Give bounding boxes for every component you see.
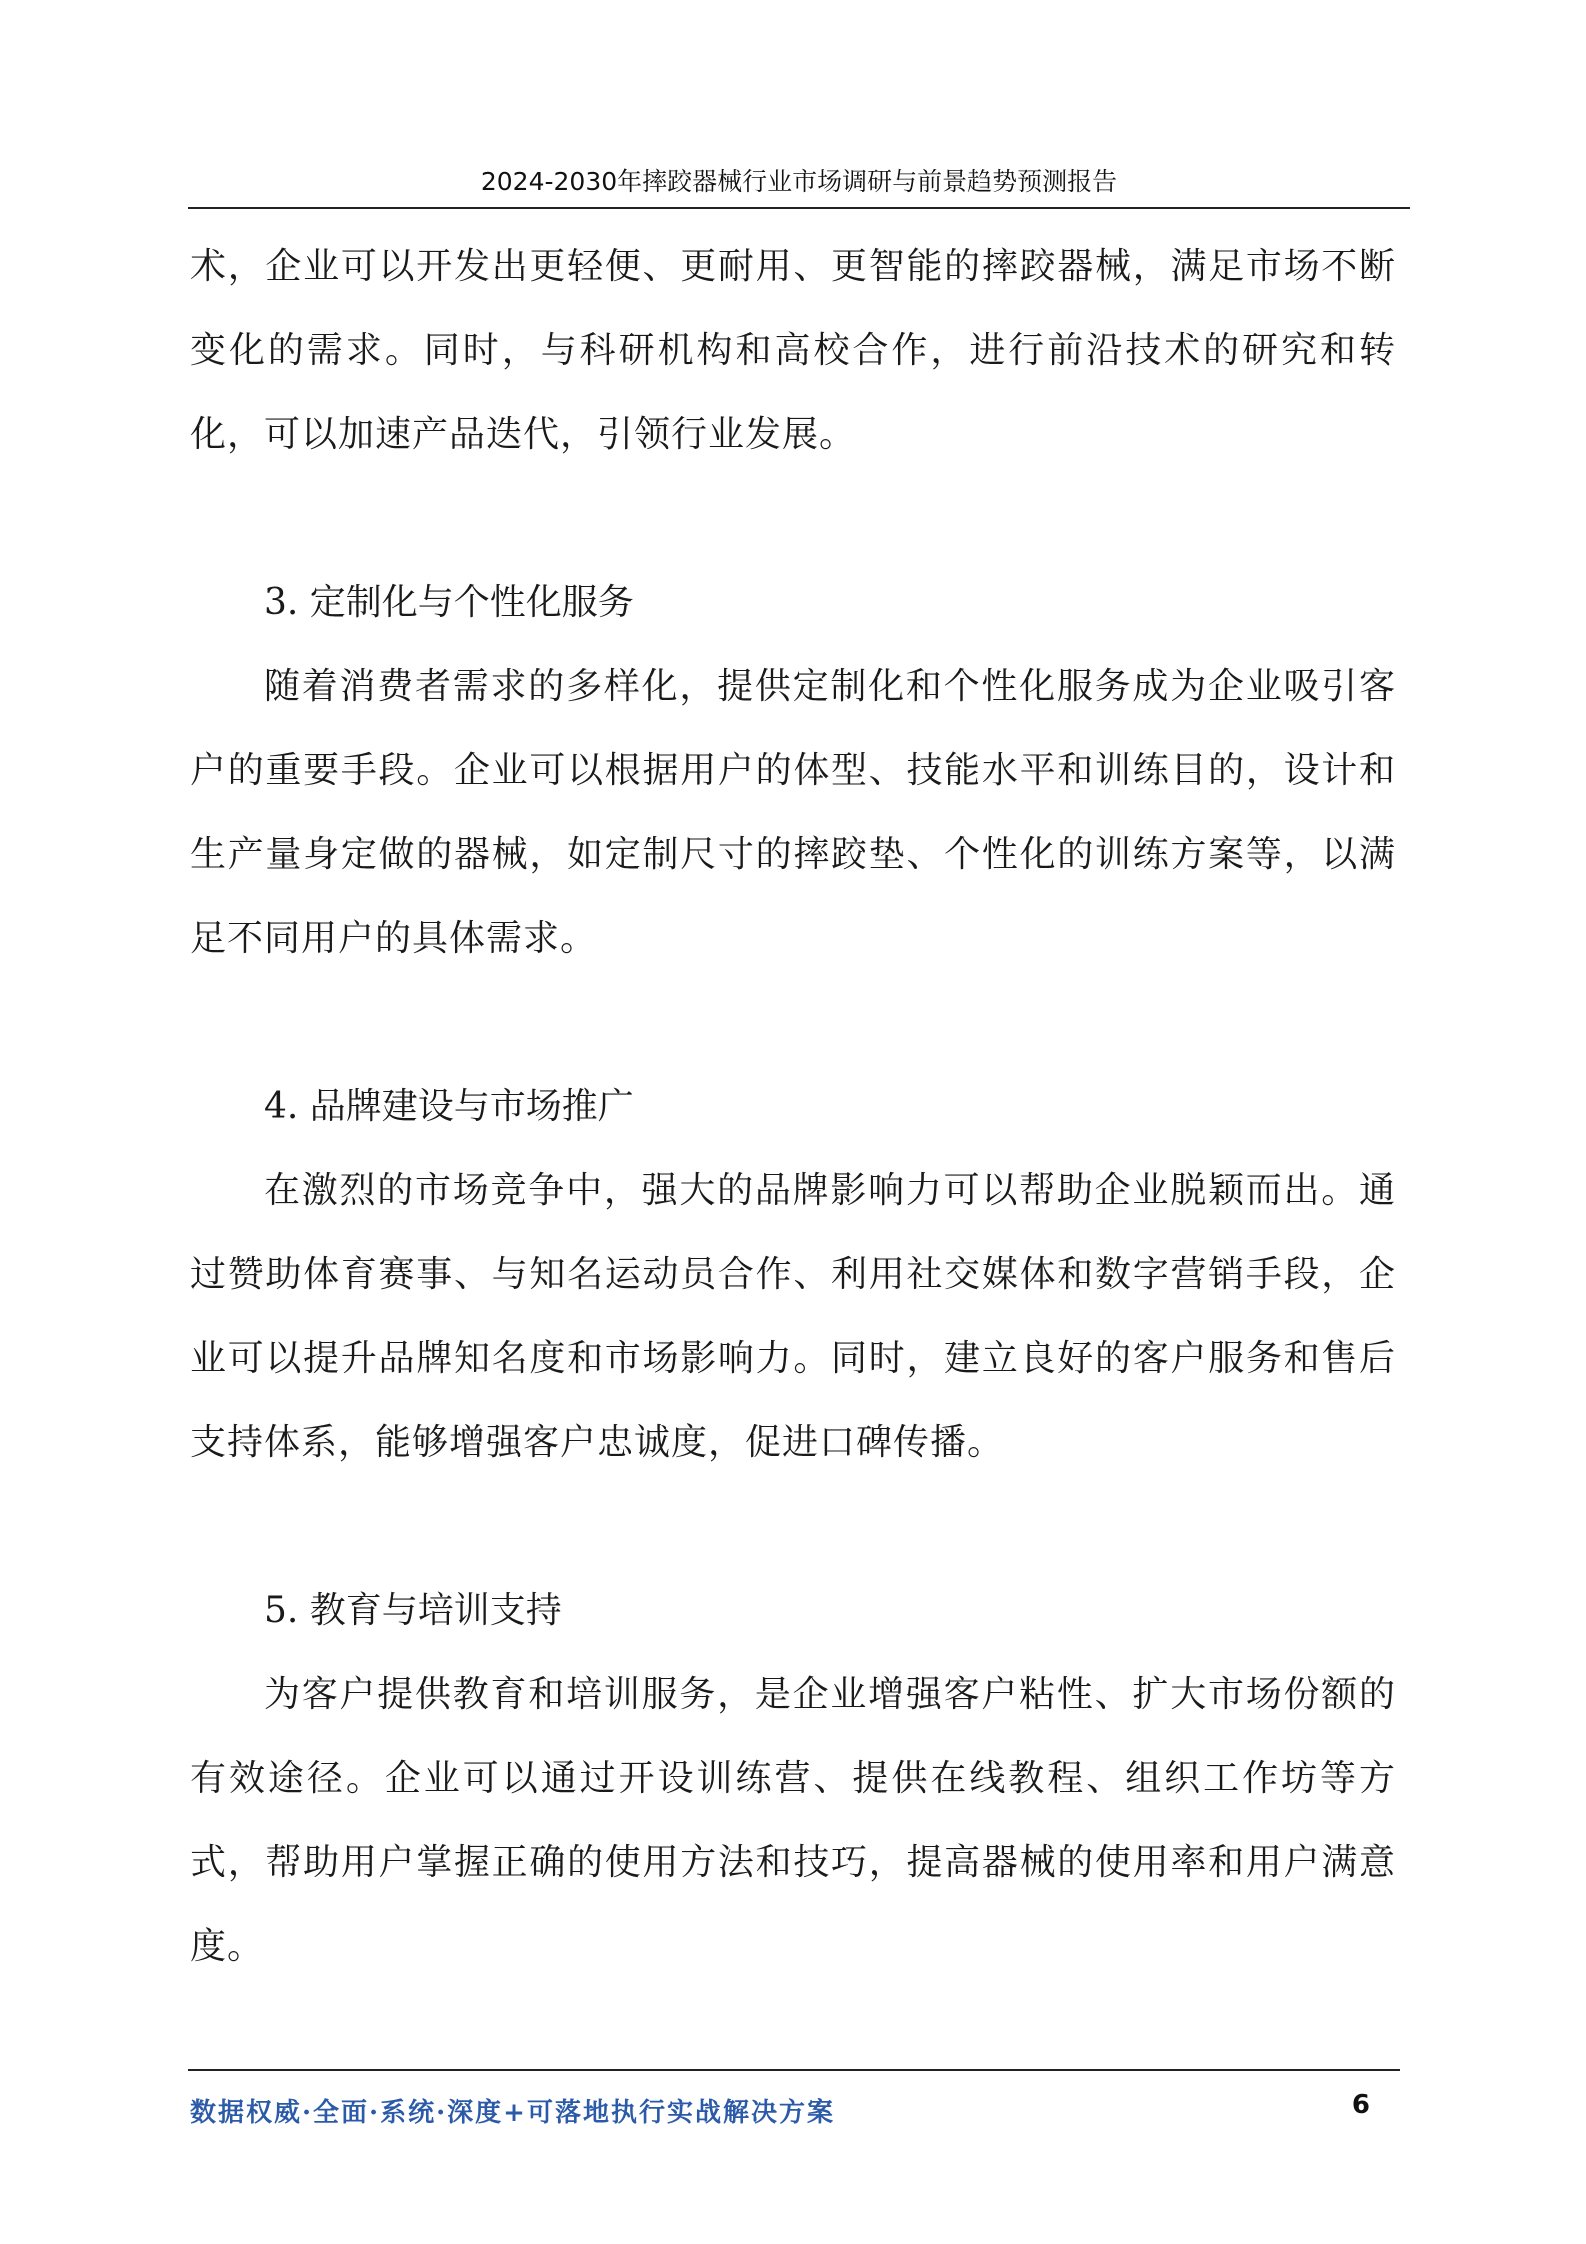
section-paragraph-3: 随着消费者需求的多样化，提供定制化和个性化服务成为企业吸引客户的重要手段。企业可以根据用户的体型、技能水平和训练目的，设计和生产量身定做的器械，如定制尺寸的摔跤垫、个性化的训练方案等，以满足不同用户的具体需求。 bbox=[190, 666, 1396, 959]
intro-paragraph: 术，企业可以开发出更轻便、更耐用、更智能的摔跤器械，满足市场不断变化的需求。同时，与科研机构和高校合作，进行前沿技术的研究和转化，可以加速产品迭代，引领行业发展。 bbox=[190, 246, 1396, 455]
section-spacer bbox=[190, 1485, 1396, 1569]
header-divider bbox=[188, 207, 1410, 209]
section-spacer bbox=[190, 477, 1396, 561]
section-paragraph-5: 为客户提供教育和培训服务，是企业增强客户粘性、扩大市场份额的有效途径。企业可以通过开设训练营、提供在线教程、组织工作坊等方式，帮助用户掌握正确的使用方法和技巧，提高器械的使用率和用户满意度。 bbox=[190, 1674, 1396, 1967]
page-body bbox=[190, 225, 1396, 1989]
footer-slogan: 数据权威·全面·系统·深度+可落地执行实战解决方案 bbox=[190, 2098, 835, 2128]
section-heading-3: 3. 定制化与个性化服务 bbox=[264, 582, 634, 623]
page-number: 6 bbox=[1351, 2090, 1370, 2120]
footer-divider bbox=[188, 2069, 1400, 2071]
report-title: 2024-2030年摔跤器械行业市场调研与前景趋势预测报告 bbox=[480, 167, 1118, 196]
section-heading-5: 5. 教育与培训支持 bbox=[264, 1590, 562, 1631]
section-spacer bbox=[190, 981, 1396, 1065]
section-heading-4: 4. 品牌建设与市场推广 bbox=[264, 1086, 634, 1127]
section-paragraph-4: 在激烈的市场竞争中，强大的品牌影响力可以帮助企业脱颖而出。通过赞助体育赛事、与知名运动员合作、利用社交媒体和数字营销手段，企业可以提升品牌知名度和市场影响力。同时，建立良好的客户服务和售后支持体系，能够增强客户忠诚度，促进口碑传播。 bbox=[190, 1170, 1396, 1463]
